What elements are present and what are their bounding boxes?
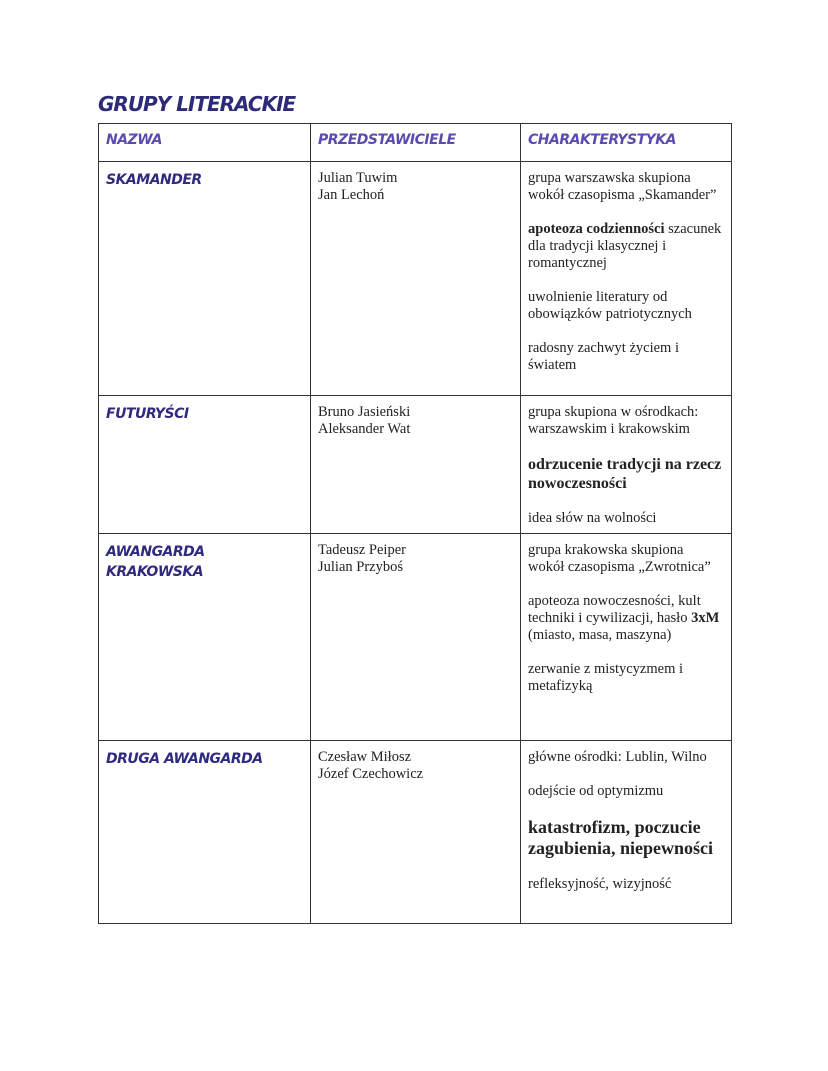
literary-groups-table	[98, 123, 732, 924]
group-name-cell	[99, 534, 311, 741]
table-row	[99, 741, 732, 924]
text-segment: odejście od optymizmu	[528, 783, 664, 799]
characteristic-paragraph	[528, 876, 723, 893]
representative: Józef Czechowicz	[318, 766, 424, 782]
text-segment: radosny zachwyt życiem i światem	[528, 340, 679, 373]
characteristic-paragraph	[528, 593, 723, 644]
table-row	[99, 534, 732, 741]
group-name-cell	[99, 741, 311, 924]
characteristic-paragraph	[528, 749, 723, 766]
header-name: NAZWA	[99, 124, 311, 162]
highlighted-text: odrzucenie tradycji na rzecz nowoczesności	[528, 456, 722, 492]
document-title: GRUPY LITERACKIE	[98, 92, 296, 116]
text-segment: refleksyjność, wizyjność	[528, 876, 672, 892]
text-segment: grupa skupiona w ośrodkach: warszawskim i krakowskim	[528, 404, 699, 437]
text-segment: główne ośrodki: Lublin, Wilno	[528, 749, 707, 765]
group-name-cell	[99, 396, 311, 534]
characteristic-paragraph	[528, 289, 723, 323]
text-segment: grupa krakowska skupiona wokół czasopisma „Zwrotnica”	[528, 542, 711, 575]
text-segment: uwolnienie literatury od obowiązków patriotycznych	[528, 289, 692, 322]
characteristics-cell	[521, 162, 732, 396]
table-row	[99, 396, 732, 534]
representatives-cell	[311, 162, 521, 396]
representative: Aleksander Wat	[318, 421, 411, 437]
representative: Tadeusz Peiper	[318, 542, 406, 558]
characteristic-paragraph	[528, 542, 723, 576]
header-representatives: PRZEDSTAWICIELE	[311, 124, 521, 162]
highlighted-text: 3xM	[691, 610, 720, 626]
group-name: AWANGARDA	[106, 544, 205, 560]
characteristic-paragraph	[528, 783, 723, 800]
characteristics-cell	[521, 534, 732, 741]
group-name-cell	[99, 162, 311, 396]
group-name: FUTURYŚCI	[106, 406, 189, 422]
characteristic-paragraph	[528, 817, 723, 859]
header-characteristics: CHARAKTERYSTYKA	[521, 124, 732, 162]
representative: Julian Przyboś	[318, 559, 403, 575]
header-row	[99, 124, 732, 162]
characteristics-cell	[521, 396, 732, 534]
table-row	[99, 162, 732, 396]
text-segment: zerwanie z mistycyzmem i metafizyką	[528, 661, 684, 694]
representative: Czesław Miłosz	[318, 749, 412, 765]
text-segment: idea słów na wolności	[528, 510, 657, 526]
representatives-cell	[311, 534, 521, 741]
highlighted-text: katastrofizm, poczucie zagubienia, niepewności	[528, 817, 714, 858]
characteristic-paragraph	[528, 221, 723, 272]
text-segment: szacunek dla tradycji klasycznej i romantycznej	[528, 221, 722, 271]
group-name: KRAKOWSKA	[106, 564, 204, 580]
representative: Bruno Jasieński	[318, 404, 411, 420]
text-segment: (miasto, masa, maszyna)	[528, 627, 672, 643]
text-segment: grupa warszawska skupiona wokół czasopisma „Skamander”	[528, 170, 717, 203]
representative: Jan Lechoń	[318, 187, 385, 203]
group-name: SKAMANDER	[106, 172, 202, 188]
characteristic-paragraph	[528, 170, 723, 204]
representative: Julian Tuwim	[318, 170, 398, 186]
characteristic-paragraph	[528, 455, 723, 493]
highlighted-text: apoteoza codzienności	[528, 221, 665, 237]
group-name: DRUGA AWANGARDA	[106, 751, 263, 767]
representatives-cell	[311, 741, 521, 924]
characteristic-paragraph	[528, 340, 723, 374]
characteristic-paragraph	[528, 661, 723, 695]
characteristics-cell	[521, 741, 732, 924]
text-segment: apoteoza nowoczesności, kult techniki i cywilizacji, hasło	[528, 593, 701, 626]
characteristic-paragraph	[528, 510, 723, 527]
representatives-cell	[311, 396, 521, 534]
characteristic-paragraph	[528, 404, 723, 438]
